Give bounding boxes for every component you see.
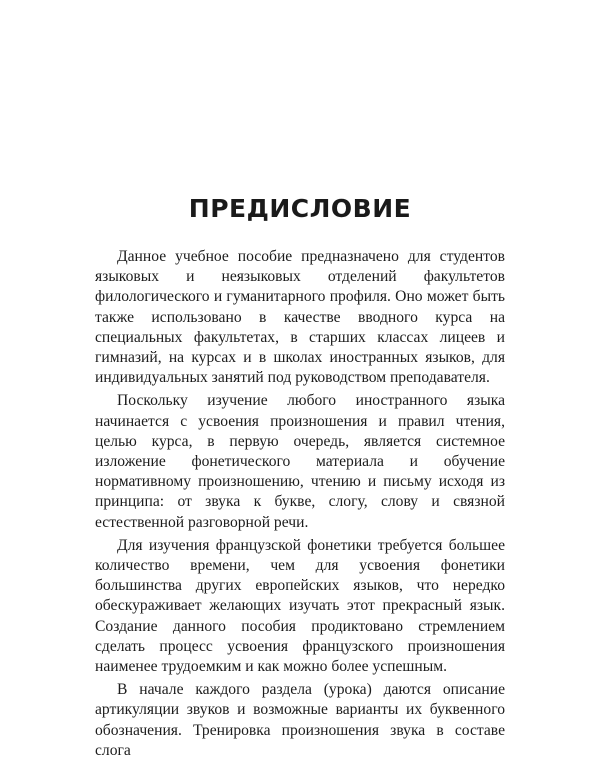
paragraph-3: Для изучения французской фонетики требуется большее количество времени, чем для усвоения фонетики большинства других европейских языков, что нередко обескураживает желающих изучать этот прекрасный язык. Создание данного пособия продиктовано стремлением сделать процесс усвоения французского произношения наименее трудоемким и как можно более успешным.: [95, 536, 505, 676]
page-title: ПРЕДИСЛОВИЕ: [188, 194, 412, 223]
preface-text: [95, 247, 505, 764]
paragraph-1: Данное учебное пособие предназначено для студентов языковых и неязыковых отделений факультетов филологического и гуманитарного профиля. Оно может быть также использовано в качестве вводного курса на специальных факультетах, в старших классах лицеев и гимназий, на курсах и в школах иностранных языков, для индивидуальных занятий под руководством преподавателя.: [95, 248, 505, 387]
paragraph-4: В начале каждого раздела (урока) даются описание артикуляции звуков и возможные варианты их буквенного обозначения. Тренировка произношения звука в составе слога: [95, 681, 505, 759]
paragraph-2: Поскольку изучение любого иностранного языка начинается с усвоения произношения и правил чтения, целью курса, в первую очередь, является системное изложение фонетического материала и обучение нормативному произношению, чтению и письму исходя из принципа: от звука к букве, слогу, слову и связной естественной разговорной речи.: [95, 392, 505, 531]
